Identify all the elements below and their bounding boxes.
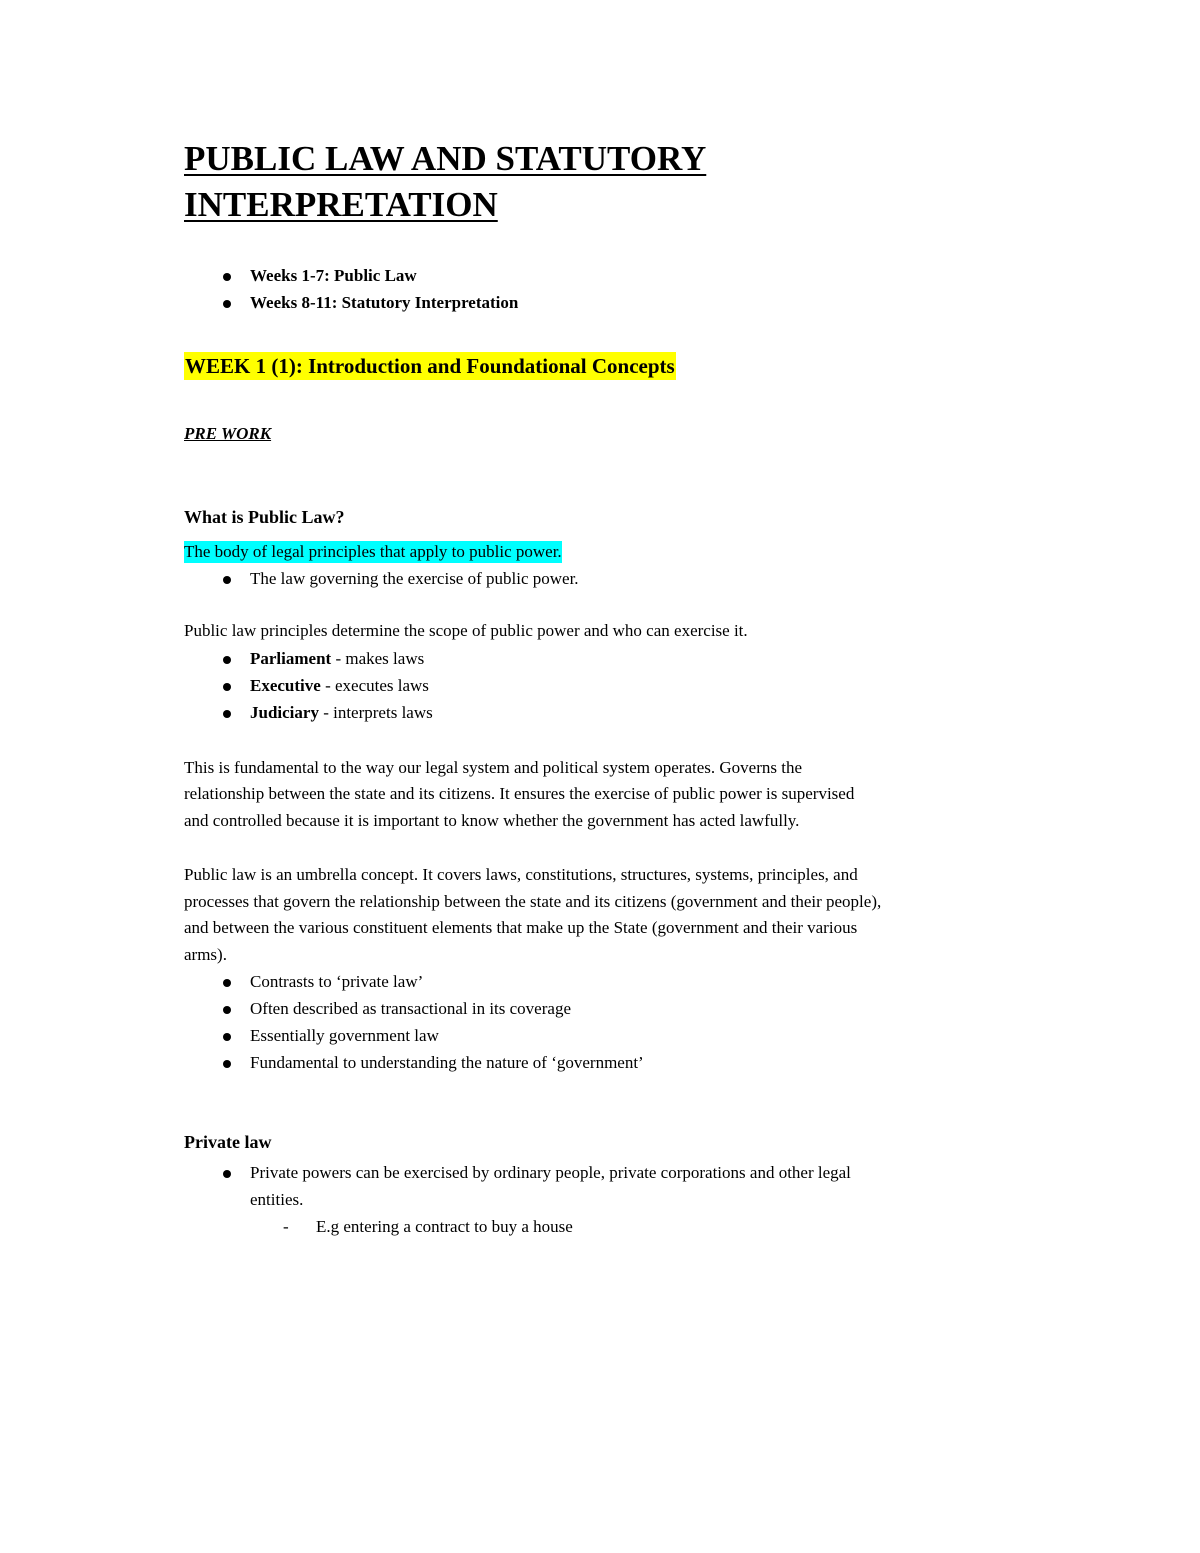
dash-marker: - (283, 1217, 289, 1236)
branch-desc: - executes laws (320, 676, 429, 695)
branch-desc: - makes laws (331, 649, 425, 668)
branch-term: Executive (250, 676, 321, 695)
bullet-icon (223, 1060, 231, 1068)
bullet-icon (223, 979, 231, 987)
fundamental-paragraph-line: relationship between the state and its citizens. It ensures the exercise of public power is supervised (184, 784, 855, 803)
fundamental-paragraph-line: This is fundamental to the way our legal system and political system operates. Governs the (184, 758, 802, 777)
document-title-line-1: PUBLIC LAW AND STATUTORY (184, 139, 707, 178)
document-page: PUBLIC LAW AND STATUTORY INTERPRETATION Weeks 1-7: Public Law Weeks 8-11: Statutory Interpretation WEEK 1 (1): Introduction and Foundational Concepts PRE WORK What is Public Law? The body of legal principles that apply to public power. The law governing the exercise of public power. Public law principles determine the scope of public power and who can exercise it. Parliament - makes laws Executive - executes laws Judiciary - interprets laws This is fundamental to the way our legal system and political system operates. Governs the relationship between the state and its citizens. It ensures the exercise of public power is supervised and controlled because it is important to know whether the government has acted lawfully. Public law is an umbrella concept. It covers laws, constitutions, structures, systems, principles, and processes that govern the relationship between the state and its citizens (government and their people), and between the various constituent elements that make up the State (government and their various arms). Contrasts to ‘private law’ Often described as transactional in its coverage Essentially government law Fundamental to understanding the nature of ‘government’ Private law Private powers can be exercised by ordinary people, private corporations and other legal entities. - E.g entering a contract to buy a house (184, 139, 882, 1236)
branch-term: Judiciary (250, 703, 319, 722)
bullet-icon (223, 710, 231, 718)
bullet-icon (223, 576, 231, 584)
umbrella-paragraph-line: and between the various constituent elements that make up the State (government and their various (184, 918, 858, 937)
bullet-icon (223, 683, 231, 691)
umbrella-paragraph-line: Public law is an umbrella concept. It covers laws, constitutions, structures, systems, principles, and (184, 865, 858, 884)
branch-term: Parliament (250, 649, 332, 668)
private-law-heading: Private law (184, 1132, 272, 1152)
bullet-icon (223, 1033, 231, 1041)
bullet-icon (223, 300, 231, 308)
fundamental-paragraph-line: and controlled because it is important to know whether the government has acted lawfully. (184, 811, 800, 830)
bullet-icon (223, 1170, 231, 1178)
public-law-heading: What is Public Law? (184, 507, 345, 527)
public-law-definition: The body of legal principles that apply to public power. (184, 542, 562, 561)
branch-desc: - interprets laws (318, 703, 433, 722)
umbrella-paragraph-line: arms). (184, 945, 227, 964)
umbrella-paragraph-line: processes that govern the relationship between the state and its citizens (government and their people), (184, 892, 882, 911)
scope-paragraph: Public law principles determine the scope of public power and who can exercise it. (184, 621, 748, 640)
prework-heading: PRE WORK (184, 424, 272, 443)
bullet-icon (223, 656, 231, 664)
document-title-line-2: INTERPRETATION (184, 185, 498, 224)
bullet-icon (223, 273, 231, 281)
bullet-icon (223, 1006, 231, 1014)
week-heading: WEEK 1 (1): Introduction and Foundational Concepts (185, 354, 675, 378)
